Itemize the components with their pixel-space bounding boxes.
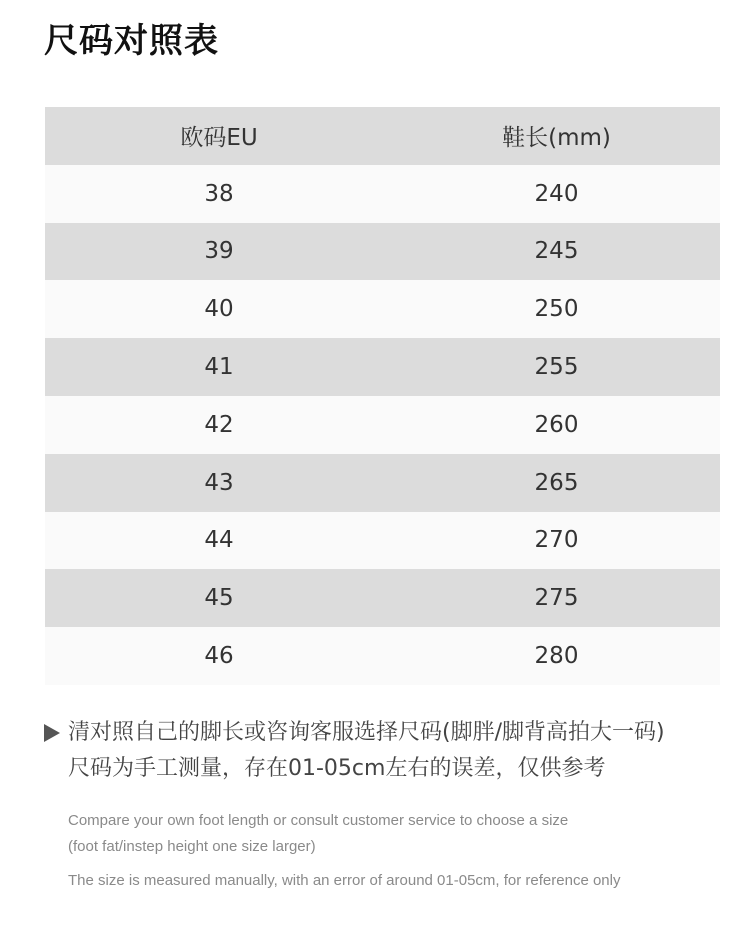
shoe-length-cell: 245 xyxy=(393,223,720,281)
shoe-length-cell: 265 xyxy=(393,454,720,512)
column-header-eu-size: 欧码EU xyxy=(45,107,393,165)
note-line-1 xyxy=(44,715,724,751)
shoe-length-cell: 240 xyxy=(393,165,720,223)
table-row xyxy=(45,454,720,512)
shoe-length-cell: 255 xyxy=(393,338,720,396)
eu-size-cell: 42 xyxy=(45,396,393,454)
table-row xyxy=(45,223,720,281)
note-line-2 xyxy=(44,751,724,787)
column-header-shoe-length: 鞋长(mm) xyxy=(393,107,720,165)
table-header-row xyxy=(45,107,720,165)
shoe-length-cell: 270 xyxy=(393,512,720,570)
eu-size-cell: 41 xyxy=(45,338,393,396)
triangle-right-icon xyxy=(44,724,60,742)
shoe-length-cell: 260 xyxy=(393,396,720,454)
english-note-line-2: (foot fat/instep height one size larger) xyxy=(68,838,316,855)
eu-size-cell: 39 xyxy=(45,223,393,281)
note-text-2: 尺码为手工测量，存在01-05cm左右的误差，仅供参考 xyxy=(68,756,606,781)
shoe-length-cell: 275 xyxy=(393,569,720,627)
eu-size-cell: 46 xyxy=(45,627,393,685)
size-note xyxy=(44,715,724,787)
table-row xyxy=(45,512,720,570)
english-note xyxy=(68,808,728,894)
eu-size-cell: 38 xyxy=(45,165,393,223)
table-row xyxy=(45,338,720,396)
eu-size-cell: 44 xyxy=(45,512,393,570)
english-note-line-3: The size is measured manually, with an error of around 01-05cm, for reference only xyxy=(68,872,621,889)
english-note-line-1: Compare your own foot length or consult customer service to choose a size xyxy=(68,812,569,829)
eu-size-cell: 45 xyxy=(45,569,393,627)
page-title: 尺码对照表 xyxy=(44,21,219,61)
table-row xyxy=(45,165,720,223)
table-row xyxy=(45,627,720,685)
note-text-1: 清对照自己的脚长或咨询客服选择尺码(脚胖/脚背高拍大一码) xyxy=(68,720,665,745)
eu-size-cell: 40 xyxy=(45,280,393,338)
table-row xyxy=(45,280,720,338)
table-row xyxy=(45,396,720,454)
table-row xyxy=(45,569,720,627)
shoe-length-cell: 250 xyxy=(393,280,720,338)
shoe-length-cell: 280 xyxy=(393,627,720,685)
size-chart-table xyxy=(45,107,720,685)
eu-size-cell: 43 xyxy=(45,454,393,512)
